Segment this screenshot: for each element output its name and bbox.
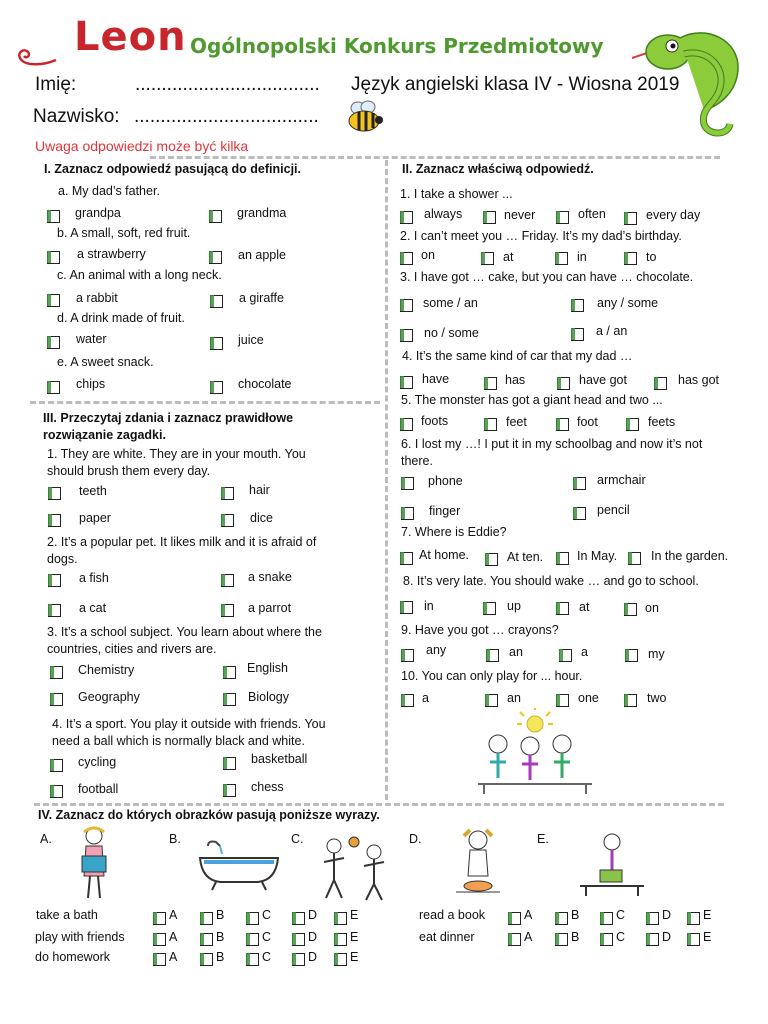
option-label: chocolate xyxy=(238,377,292,391)
letter-label: E xyxy=(350,908,359,922)
option-label: juice xyxy=(238,333,264,347)
checkbox[interactable] xyxy=(626,418,639,431)
checkbox[interactable] xyxy=(48,604,61,617)
checkbox[interactable] xyxy=(47,210,60,223)
letter-label: E xyxy=(703,930,712,944)
option-label: In the garden. xyxy=(651,549,729,563)
checkbox[interactable] xyxy=(483,211,496,224)
checkbox[interactable] xyxy=(50,759,63,772)
checkbox[interactable] xyxy=(400,552,413,565)
checkbox[interactable] xyxy=(48,487,61,500)
option-label: Chemistry xyxy=(78,663,135,677)
option-label: At ten. xyxy=(507,550,544,564)
checkbox[interactable] xyxy=(223,784,236,797)
playing-children-picture xyxy=(316,832,398,902)
checkbox[interactable] xyxy=(559,649,572,662)
checkbox[interactable] xyxy=(223,666,236,679)
checkbox[interactable] xyxy=(624,212,637,225)
checkbox[interactable] xyxy=(646,933,659,946)
checkbox[interactable] xyxy=(292,953,305,966)
option-label: to xyxy=(646,250,657,264)
checkbox[interactable] xyxy=(687,933,700,946)
option-label: English xyxy=(247,661,288,675)
letter-label: A xyxy=(169,950,178,964)
option-label: any xyxy=(426,643,447,657)
note: Uwaga odpowiedzi może być kilka xyxy=(35,138,249,154)
section-1-title: I. Zaznacz odpowiedź pasującą do definicji. xyxy=(44,162,301,176)
checkbox[interactable] xyxy=(246,933,259,946)
checkbox[interactable] xyxy=(483,602,496,615)
option-label: foots xyxy=(421,414,449,428)
phrase-label: play with friends xyxy=(35,930,125,944)
s2-question: 1. I take a shower ... xyxy=(400,187,513,201)
checkbox[interactable] xyxy=(200,933,213,946)
option-label: a cat xyxy=(79,601,107,615)
lightbulb-icon xyxy=(472,708,598,794)
checkbox[interactable] xyxy=(50,666,63,679)
letter-label: A xyxy=(524,908,533,922)
checkbox[interactable] xyxy=(153,912,166,925)
option-label: never xyxy=(504,208,536,222)
letter-label: E xyxy=(350,950,359,964)
option-label: a giraffe xyxy=(239,291,284,305)
s2-question: 8. It’s very late. You should wake … and go to school. xyxy=(403,574,699,588)
checkbox[interactable] xyxy=(484,418,497,431)
checkbox[interactable] xyxy=(571,299,584,312)
option-label: a snake xyxy=(248,570,292,584)
option-label: football xyxy=(78,782,119,796)
picture-label: A. xyxy=(40,832,52,846)
checkbox[interactable] xyxy=(400,601,413,614)
checkbox[interactable] xyxy=(210,295,223,308)
s2-question: 7. Where is Eddie? xyxy=(401,525,507,539)
checkbox[interactable] xyxy=(221,604,234,617)
s2-question: 10. You can only play for ... hour. xyxy=(401,669,583,683)
checkbox[interactable] xyxy=(400,329,413,342)
checkbox[interactable] xyxy=(50,785,63,798)
option-label: one xyxy=(578,691,599,705)
checkbox[interactable] xyxy=(556,552,569,565)
s2-question: 4. It’s the same kind of car that my dad … xyxy=(402,349,633,363)
letter-label: D xyxy=(308,908,318,922)
option-label: an apple xyxy=(238,248,286,262)
checkbox[interactable] xyxy=(624,252,637,265)
checkbox[interactable] xyxy=(573,477,586,490)
letter-label: C xyxy=(262,908,272,922)
checkbox[interactable] xyxy=(48,574,61,587)
option-label: a xyxy=(422,691,429,705)
checkbox[interactable] xyxy=(556,602,569,615)
checkbox[interactable] xyxy=(209,251,222,264)
checkbox[interactable] xyxy=(210,381,223,394)
letter-label: E xyxy=(350,930,359,944)
checkbox[interactable] xyxy=(292,912,305,925)
checkbox[interactable] xyxy=(401,507,414,520)
letter-label: C xyxy=(616,930,626,944)
homework-child-picture xyxy=(576,830,648,898)
option-label: a rabbit xyxy=(76,291,118,305)
s2-question: 2. I can’t meet you … Friday. It’s my dad’s birthday. xyxy=(400,229,682,243)
contest-title: Ogólnopolski Konkurs Przedmiotowy xyxy=(190,34,604,58)
option-label: often xyxy=(578,207,606,221)
checkbox[interactable] xyxy=(334,912,347,925)
option-label: cycling xyxy=(78,755,117,769)
checkbox[interactable] xyxy=(687,912,700,925)
checkbox[interactable] xyxy=(624,603,637,616)
checkbox[interactable] xyxy=(485,694,498,707)
option-label: at xyxy=(503,250,514,264)
picture-label: C. xyxy=(291,832,304,846)
subject-title: Język angielski klasa IV - Wiosna 2019 xyxy=(351,74,680,95)
surname-label: Nazwisko: xyxy=(33,106,120,127)
checkbox[interactable] xyxy=(209,210,222,223)
option-label: in xyxy=(577,250,587,264)
checkbox[interactable] xyxy=(223,757,236,770)
option-label: a fish xyxy=(79,571,109,585)
s1-question: d. A drink made of fruit. xyxy=(57,311,185,325)
checkbox[interactable] xyxy=(485,553,498,566)
option-label: hair xyxy=(249,483,270,497)
s1-question: a. My dad’s father. xyxy=(58,184,160,198)
checkbox[interactable] xyxy=(401,477,414,490)
checkbox[interactable] xyxy=(47,294,60,307)
checkbox[interactable] xyxy=(246,953,259,966)
checkbox[interactable] xyxy=(48,514,61,527)
checkbox[interactable] xyxy=(555,933,568,946)
option-label: always xyxy=(424,207,463,221)
letter-label: D xyxy=(662,930,672,944)
option-label: in xyxy=(424,599,434,613)
option-label: feets xyxy=(648,415,676,429)
checkbox[interactable] xyxy=(624,694,637,707)
letter-label: C xyxy=(262,950,272,964)
surname-field[interactable]: ................................... xyxy=(134,106,319,127)
phrase-label: take a bath xyxy=(36,908,98,922)
s3-question: 1. They are white. They are in your mouth. You should brush them every day. xyxy=(47,447,306,478)
checkbox[interactable] xyxy=(200,953,213,966)
checkbox[interactable] xyxy=(246,912,259,925)
checkbox[interactable] xyxy=(556,418,569,431)
checkbox[interactable] xyxy=(600,933,613,946)
dinner-child-picture xyxy=(452,826,504,898)
letter-label: C xyxy=(262,930,272,944)
option-label: my xyxy=(648,647,665,661)
checkbox[interactable] xyxy=(47,381,60,394)
picture-label: B. xyxy=(169,832,181,846)
letter-label: B xyxy=(571,930,580,944)
letter-label: A xyxy=(169,908,178,922)
option-label: foot xyxy=(577,415,598,429)
option-label: basketball xyxy=(251,752,308,766)
checkbox[interactable] xyxy=(400,252,413,265)
checkbox[interactable] xyxy=(556,211,569,224)
s2-question: 6. I lost my …! I put it in my schoolbag and now it’s not there. xyxy=(401,437,703,468)
option-label: an xyxy=(507,691,521,705)
checkbox[interactable] xyxy=(508,933,521,946)
checkbox[interactable] xyxy=(400,211,413,224)
s2-question: 9. Have you got … crayons? xyxy=(401,623,559,637)
option-label: no / some xyxy=(424,326,479,340)
bathtub-picture xyxy=(196,840,282,892)
checkbox[interactable] xyxy=(401,649,414,662)
option-label: has xyxy=(505,373,526,387)
picture-label: D. xyxy=(409,832,422,846)
s1-question: e. A sweet snack. xyxy=(57,355,154,369)
checkbox[interactable] xyxy=(50,693,63,706)
letter-label: B xyxy=(216,950,225,964)
option-label: dice xyxy=(250,511,273,525)
s3-question: 3. It’s a school subject. You learn about where the countries, cities and rivers are. xyxy=(47,625,322,656)
checkbox[interactable] xyxy=(646,912,659,925)
reading-child-picture xyxy=(70,826,118,902)
checkbox[interactable] xyxy=(153,953,166,966)
option-label: a / an xyxy=(596,324,628,338)
checkbox[interactable] xyxy=(600,912,613,925)
checkbox[interactable] xyxy=(292,933,305,946)
name-field[interactable]: ................................... xyxy=(135,74,320,95)
s2-question: 3. I have got … cake, but you can have … chocolate. xyxy=(400,270,694,284)
phrase-label: read a book xyxy=(419,908,486,922)
checkbox[interactable] xyxy=(556,694,569,707)
letter-label: D xyxy=(662,908,672,922)
option-label: two xyxy=(647,691,667,705)
picture-label: E. xyxy=(537,832,549,846)
logo: Leon xyxy=(74,14,187,60)
phrase-label: eat dinner xyxy=(419,930,475,944)
option-label: a parrot xyxy=(248,601,292,615)
option-label: any / some xyxy=(597,296,659,310)
checkbox[interactable] xyxy=(654,377,667,390)
letter-label: B xyxy=(216,908,225,922)
option-label: have xyxy=(422,372,450,386)
checkbox[interactable] xyxy=(210,337,223,350)
option-label: every day xyxy=(646,208,701,222)
letter-label: B xyxy=(216,930,225,944)
checkbox[interactable] xyxy=(555,252,568,265)
section-2-title: II. Zaznacz właściwą odpowiedź. xyxy=(402,162,594,176)
s1-question: b. A small, soft, red fruit. xyxy=(57,226,191,240)
checkbox[interactable] xyxy=(334,953,347,966)
letter-label: C xyxy=(616,908,626,922)
checkbox[interactable] xyxy=(400,376,413,389)
option-label: At home. xyxy=(419,548,470,562)
option-label: phone xyxy=(428,474,463,488)
checkbox[interactable] xyxy=(153,933,166,946)
option-label: some / an xyxy=(423,296,478,310)
option-label: has got xyxy=(678,373,720,387)
option-label: grandma xyxy=(237,206,287,220)
checkbox[interactable] xyxy=(557,377,570,390)
checkbox[interactable] xyxy=(47,251,60,264)
checkbox[interactable] xyxy=(221,487,234,500)
option-label: on xyxy=(645,601,659,615)
phrase-label: do homework xyxy=(35,950,111,964)
checkbox[interactable] xyxy=(400,418,413,431)
swirl-icon xyxy=(12,44,62,68)
option-label: a strawberry xyxy=(77,247,146,261)
checkbox[interactable] xyxy=(223,693,236,706)
checkbox[interactable] xyxy=(628,552,641,565)
option-label: on xyxy=(421,248,435,262)
letter-label: A xyxy=(524,930,533,944)
checkbox[interactable] xyxy=(573,507,586,520)
option-label: a xyxy=(581,645,588,659)
option-label: teeth xyxy=(79,484,107,498)
s1-question: c. An animal with a long neck. xyxy=(57,268,222,282)
checkbox[interactable] xyxy=(555,912,568,925)
checkbox[interactable] xyxy=(625,649,638,662)
option-label: finger xyxy=(429,504,461,518)
checkbox[interactable] xyxy=(47,336,60,349)
option-label: up xyxy=(507,599,521,613)
checkbox[interactable] xyxy=(400,299,413,312)
option-label: grandpa xyxy=(75,206,121,220)
option-label: an xyxy=(509,645,523,659)
s3-question: 2. It’s a popular pet. It likes milk and it is afraid of dogs. xyxy=(47,535,317,566)
checkbox[interactable] xyxy=(334,933,347,946)
option-label: Geography xyxy=(78,690,140,704)
option-label: at xyxy=(579,600,590,614)
letter-label: A xyxy=(169,930,178,944)
letter-label: D xyxy=(308,950,318,964)
option-label: water xyxy=(76,332,107,346)
section-3-title: III. Przeczytaj zdania i zaznacz prawidłowe rozwiązanie zagadki. xyxy=(43,411,294,442)
checkbox[interactable] xyxy=(221,574,234,587)
s2-question: 5. The monster has got a giant head and two ... xyxy=(401,393,663,407)
option-label: chess xyxy=(251,780,284,794)
option-label: armchair xyxy=(597,473,646,487)
checkbox[interactable] xyxy=(484,377,497,390)
checkbox[interactable] xyxy=(200,912,213,925)
checkbox[interactable] xyxy=(401,694,414,707)
letter-label: D xyxy=(308,930,318,944)
option-label: feet xyxy=(506,415,527,429)
checkbox[interactable] xyxy=(221,514,234,527)
option-label: paper xyxy=(79,511,111,525)
s3-question: 4. It’s a sport. You play it outside with friends. You need a ball which is normally black and white. xyxy=(52,717,326,748)
name-label: Imię: xyxy=(35,74,77,95)
option-label: In May. xyxy=(577,549,618,563)
option-label: chips xyxy=(76,377,106,391)
section-4-title: IV. Zaznacz do których obrazków pasują poniższe wyrazy. xyxy=(38,808,380,822)
option-label: have got xyxy=(579,373,627,387)
letter-label: B xyxy=(571,908,580,922)
checkbox[interactable] xyxy=(571,328,584,341)
checkbox[interactable] xyxy=(508,912,521,925)
option-label: Biology xyxy=(248,690,289,704)
option-label: pencil xyxy=(597,503,630,517)
letter-label: E xyxy=(703,908,712,922)
checkbox[interactable] xyxy=(481,252,494,265)
bee-icon xyxy=(344,100,386,134)
checkbox[interactable] xyxy=(486,649,499,662)
